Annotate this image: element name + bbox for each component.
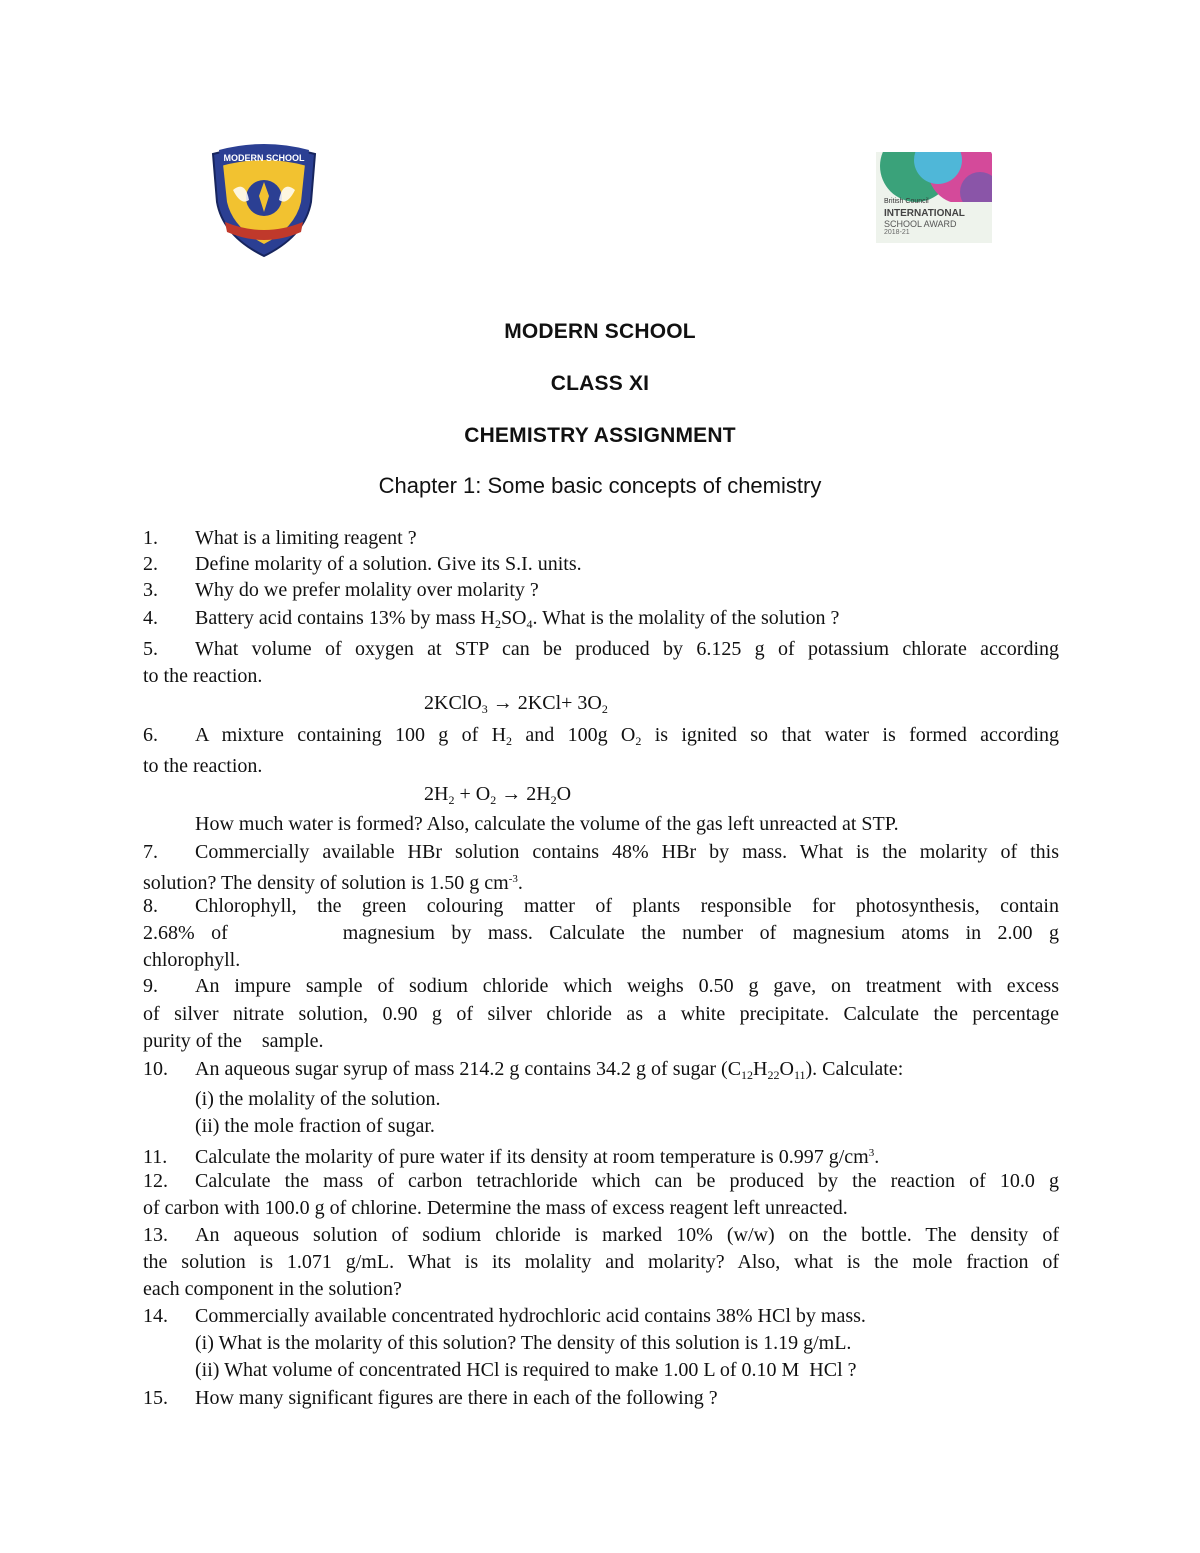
question-3 [143, 577, 1059, 604]
question-number: 1. [143, 527, 158, 549]
question-9 [143, 973, 1059, 1000]
question-text: What is a limiting reagent ? [195, 527, 417, 549]
question-11 [143, 1140, 1059, 1171]
question-4 [143, 605, 1059, 638]
question-10-part-i: (i) the molality of the solution. [195, 1088, 441, 1110]
question-text: Define molarity of a solution. Give its S.I. units. [195, 553, 582, 575]
question-1 [143, 525, 1059, 552]
subscript: 3 [481, 702, 488, 716]
class-heading: CLASS XI [550, 372, 650, 395]
question-6-subpart: How much water is formed? Also, calculate the volume of the gas left unreacted at STP. [195, 813, 899, 835]
question-text: . What is the molality of the solution ? [532, 607, 840, 629]
question-10-part-ii: (ii) the mole fraction of sugar. [195, 1115, 435, 1137]
question-2 [143, 551, 1059, 578]
question-5-continued: to the reaction. [143, 665, 263, 687]
superscript: -3 [508, 873, 518, 885]
question-14-part-i: (i) What is the molarity of this solution? The density of this solution is 1.19 g/mL. [195, 1332, 852, 1354]
question-number: 2. [143, 553, 158, 575]
question-8-continued: 2.68% of magnesium by mass. Calculate the number of magnesium atoms in 2.00 g [143, 922, 1059, 944]
award-brand: British Council [884, 198, 929, 205]
award-subtitle: SCHOOL AWARD [884, 219, 957, 229]
subscript: 22 [767, 1068, 780, 1082]
question-text: . [517, 872, 523, 894]
question-text: A mixture containing 100 g of H [195, 724, 507, 746]
question-8-end: chlorophyll. [143, 949, 241, 971]
question-number: 10. [143, 1058, 168, 1080]
equation-text: 2H [424, 783, 449, 805]
question-9-end: purity of the sample. [143, 1030, 324, 1052]
equation-text: 2KClO [424, 692, 482, 714]
question-14 [143, 1303, 1059, 1330]
question-7 [143, 839, 1059, 866]
subscript: 12 [741, 1068, 754, 1082]
question-8 [143, 893, 1059, 920]
subscript: 2 [601, 702, 608, 716]
question-text: What volume of oxygen at STP can be produced by 6.125 g of potassium chlorate according [195, 638, 1059, 660]
question-text: Battery acid contains 13% by mass H [195, 607, 495, 629]
question-15 [143, 1385, 1059, 1412]
question-12 [143, 1168, 1059, 1195]
question-number: 8. [143, 895, 158, 917]
equation-text: O [556, 783, 572, 805]
equation-potassium-chlorate [424, 690, 608, 723]
question-text: Calculate the mass of carbon tetrachloride which can be produced by the reaction of 10.0 g [195, 1170, 1059, 1192]
subscript: 2 [550, 793, 557, 807]
question-text: Chlorophyll, the green colouring matter of plants responsible for photosynthesis, contain [195, 895, 1059, 917]
question-number: 5. [143, 638, 158, 660]
question-text: An aqueous sugar syrup of mass 214.2 g contains 34.2 g of sugar (C [195, 1058, 742, 1080]
question-number: 11. [143, 1146, 168, 1168]
question-9-continued: of silver nitrate solution, 0.90 g of silver chloride as a white precipitate. Calculate the percentage [143, 1003, 1059, 1025]
question-number: 15. [143, 1387, 168, 1409]
question-text: O [779, 1058, 794, 1080]
equation-text: + O [454, 783, 491, 805]
assignment-heading: CHEMISTRY ASSIGNMENT [464, 424, 736, 447]
question-text: H [753, 1058, 768, 1080]
question-14-part-ii: (ii) What volume of concentrated HCl is required to make 1.00 L of 0.10 M HCl ? [195, 1359, 857, 1381]
svg-text:MODERN SCHOOL: MODERN SCHOOL [223, 153, 305, 163]
question-text: and 100g O [512, 724, 636, 746]
question-number: 3. [143, 579, 158, 601]
question-number: 14. [143, 1305, 168, 1327]
question-number: 4. [143, 607, 158, 629]
question-text: SO [500, 607, 527, 629]
question-6 [143, 722, 1059, 755]
question-text: Why do we prefer molality over molarity ? [195, 579, 539, 601]
subscript: 2 [635, 734, 642, 748]
equation-text: → 2H [496, 783, 551, 805]
equation-text: → 2KCl+ 3O [487, 692, 602, 714]
question-12-continued: of carbon with 100.0 g of chlorine. Determine the mass of excess reagent left unreacted. [143, 1197, 848, 1219]
school-name-heading: MODERN SCHOOL [504, 320, 696, 343]
subscript: 11 [793, 1068, 806, 1082]
question-6-continued: to the reaction. [143, 755, 263, 777]
question-text: is ignited so that water is formed according [641, 724, 1059, 746]
question-text: . [874, 1146, 880, 1168]
subscript: 2 [506, 734, 513, 748]
question-text: An aqueous solution of sodium chloride is marked 10% (w/w) on the bottle. The density of [195, 1224, 1059, 1246]
equation-water [424, 781, 571, 814]
question-5 [143, 636, 1059, 663]
superscript: 3 [868, 1147, 875, 1159]
question-number: 9. [143, 975, 158, 997]
question-text: ). Calculate: [805, 1058, 904, 1080]
question-text: An impure sample of sodium chloride which weighs 0.50 g gave, on treatment with excess [195, 975, 1059, 997]
subscript: 2 [494, 617, 501, 631]
subscript: 2 [490, 793, 497, 807]
subscript: 4 [526, 617, 533, 631]
question-13-end: each component in the solution? [143, 1278, 402, 1300]
question-text: Commercially available HBr solution contains 48% HBr by mass. What is the molarity of this [195, 841, 1059, 863]
question-number: 12. [143, 1170, 168, 1192]
question-13 [143, 1222, 1059, 1249]
school-crest-logo [205, 140, 323, 258]
award-year: 2018-21 [884, 229, 910, 236]
question-text: Calculate the molarity of pure water if its density at room temperature is 0.997 g/cm [195, 1146, 869, 1168]
question-number: 13. [143, 1224, 168, 1246]
question-10 [143, 1056, 1059, 1089]
chapter-title: Chapter 1: Some basic concepts of chemistry [378, 473, 822, 498]
question-13-continued: the solution is 1.071 g/mL. What is its molality and molarity? Also, what is the mole fraction of [143, 1251, 1059, 1273]
award-title: INTERNATIONAL [884, 208, 965, 219]
question-text: Commercially available concentrated hydrochloric acid contains 38% HCl by mass. [195, 1305, 866, 1327]
question-text: How many significant figures are there in each of the following ? [195, 1387, 718, 1409]
question-number: 7. [143, 841, 158, 863]
international-school-award-logo [876, 152, 992, 243]
subscript: 2 [448, 793, 455, 807]
question-text: solution? The density of solution is 1.50 g cm [143, 872, 509, 894]
question-number: 6. [143, 724, 158, 746]
